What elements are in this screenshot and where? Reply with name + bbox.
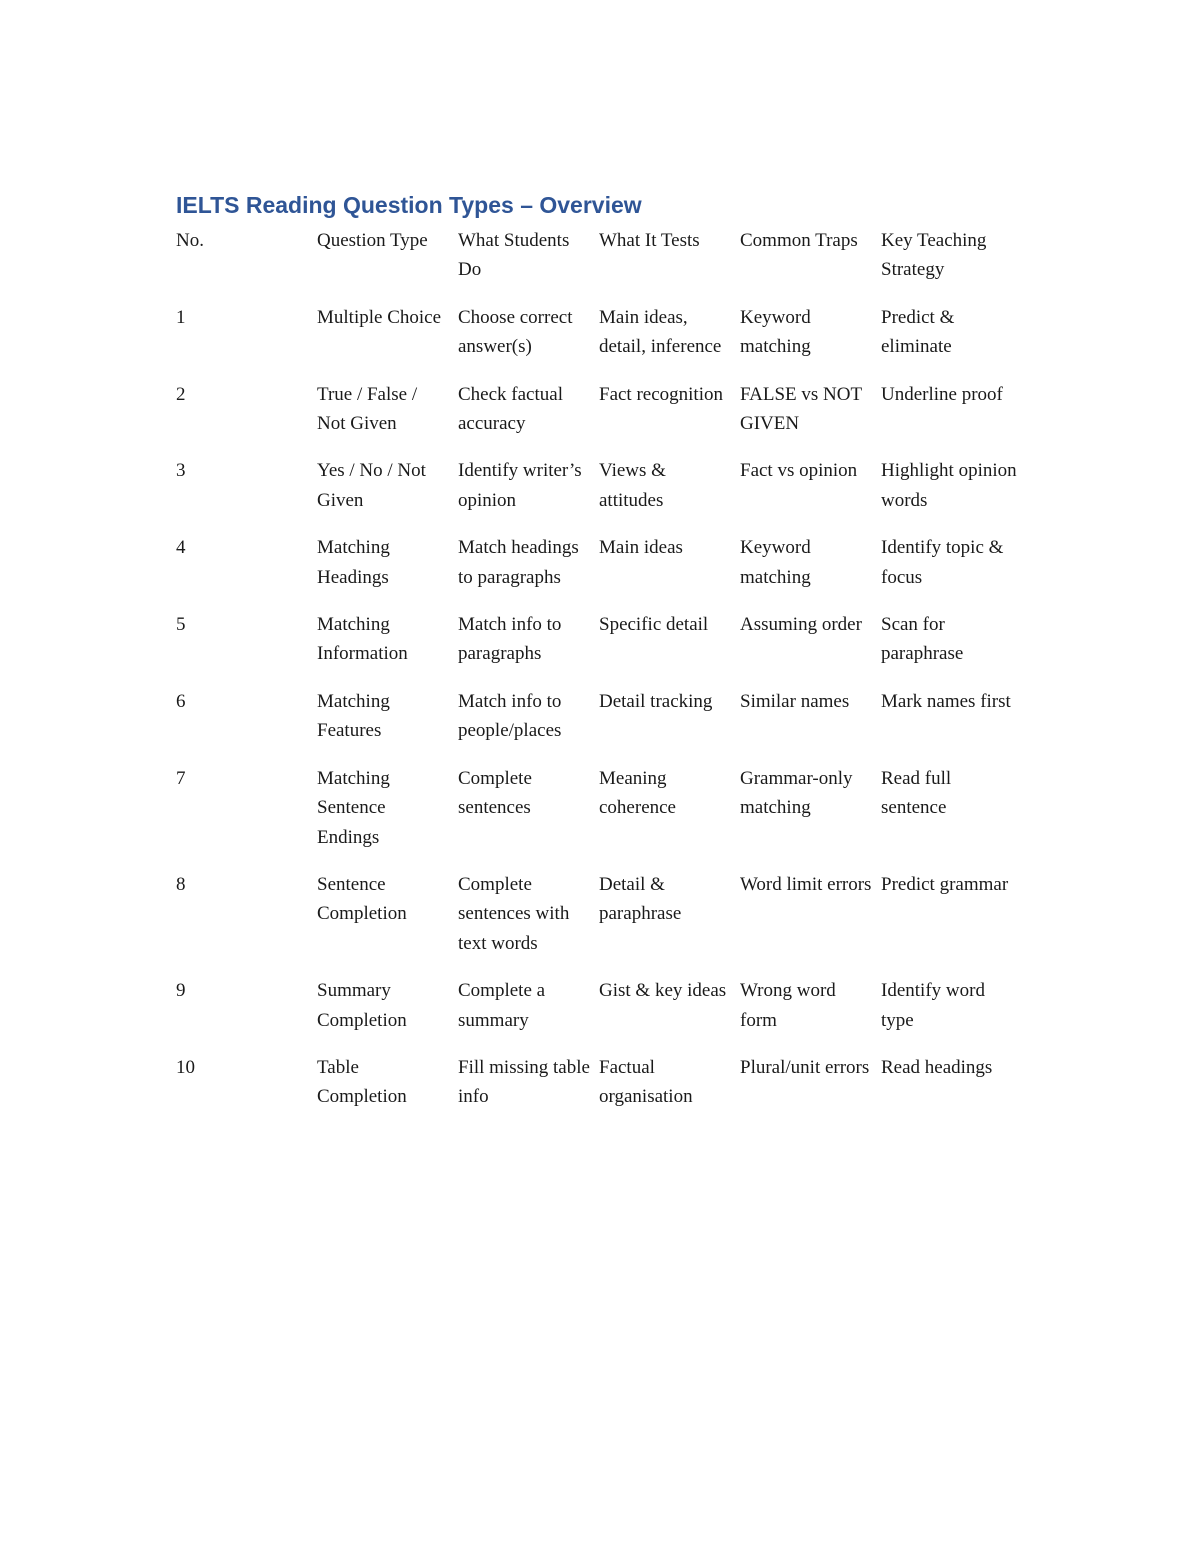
header-what-students-do: What Students Do	[458, 230, 570, 281]
cell-what-it-tests: Fact recognition	[599, 383, 723, 405]
cell-no: 10	[176, 1056, 195, 1078]
table-row	[176, 610, 1026, 687]
cell-what-it-tests: Detail tracking	[599, 690, 713, 712]
cell-what-it-tests: Main ideas	[599, 537, 683, 559]
table-row	[176, 976, 1026, 1053]
cell-what-students-do: Check factual accuracy	[458, 383, 563, 435]
cell-key-teaching-strategy: Predict grammar	[881, 873, 1009, 895]
question-types-table	[176, 226, 1026, 1112]
cell-what-it-tests: Specific detail	[599, 614, 709, 636]
cell-key-teaching-strategy: Scan for paraphrase	[881, 614, 964, 665]
cell-no: 7	[176, 767, 186, 789]
cell-common-traps: Keyword matching	[740, 537, 811, 588]
cell-what-students-do: Complete sentences with text words	[458, 873, 570, 954]
cell-no: 5	[176, 614, 186, 636]
header-no: No.	[176, 230, 204, 251]
header-what-it-tests: What It Tests	[599, 230, 700, 251]
cell-what-it-tests: Detail & paraphrase	[599, 873, 682, 925]
cell-what-students-do: Match info to people/places	[458, 690, 562, 742]
cell-common-traps: Wrong word form	[740, 980, 836, 1031]
cell-what-students-do: Match headings to paragraphs	[458, 537, 579, 588]
header-key-teaching-strategy: Key Teaching Strategy	[881, 230, 987, 281]
cell-no: 2	[176, 383, 186, 405]
cell-key-teaching-strategy: Highlight opinion words	[881, 460, 1017, 511]
table-row	[176, 380, 1026, 457]
cell-what-it-tests: Views & attitudes	[599, 460, 666, 511]
cell-key-teaching-strategy: Predict & eliminate	[881, 306, 955, 358]
cell-key-teaching-strategy: Read full sentence	[881, 767, 952, 819]
cell-question-type: True / False / Not Given	[317, 383, 418, 435]
cell-key-teaching-strategy: Read headings	[881, 1056, 993, 1078]
cell-question-type: Sentence Completion	[317, 873, 407, 925]
cell-what-students-do: Complete sentences	[458, 767, 532, 819]
table-row	[176, 870, 1026, 976]
cell-common-traps: Word limit errors	[740, 873, 872, 895]
table-row	[176, 687, 1026, 764]
cell-no: 1	[176, 306, 186, 328]
cell-common-traps: FALSE vs NOT GIVEN	[740, 383, 862, 435]
cell-what-students-do: Choose correct answer(s)	[458, 306, 573, 358]
cell-common-traps: Assuming order	[740, 614, 862, 636]
cell-question-type: Matching Headings	[317, 537, 390, 588]
cell-question-type: Matching Information	[317, 614, 408, 665]
cell-common-traps: Plural/unit errors	[740, 1056, 870, 1078]
cell-question-type: Table Completion	[317, 1056, 407, 1108]
cell-no: 6	[176, 690, 186, 712]
cell-what-students-do: Complete a summary	[458, 980, 546, 1031]
cell-no: 4	[176, 537, 186, 559]
table-row	[176, 1053, 1026, 1112]
document-title: IELTS Reading Question Types – Overview	[176, 192, 642, 218]
cell-key-teaching-strategy: Identify word type	[881, 980, 985, 1031]
cell-what-students-do: Identify writer’s opinion	[458, 460, 582, 511]
cell-question-type: Summary Completion	[317, 980, 407, 1031]
cell-no: 8	[176, 873, 186, 895]
cell-what-it-tests: Factual organisation	[599, 1056, 693, 1108]
cell-no: 9	[176, 980, 186, 1002]
table-row	[176, 303, 1026, 380]
table-row	[176, 764, 1026, 870]
cell-key-teaching-strategy: Identify topic & focus	[881, 537, 1004, 588]
cell-question-type: Matching Features	[317, 690, 390, 742]
cell-what-it-tests: Gist & key ideas	[599, 980, 727, 1002]
cell-question-type: Multiple Choice	[317, 306, 442, 328]
table-header-row	[176, 226, 1026, 303]
table-row	[176, 533, 1026, 610]
cell-question-type: Yes / No / Not Given	[317, 460, 426, 511]
table-row	[176, 456, 1026, 533]
cell-common-traps: Grammar-only matching	[740, 767, 853, 819]
cell-common-traps: Keyword matching	[740, 306, 811, 358]
cell-question-type: Matching Sentence Endings	[317, 767, 390, 848]
cell-what-students-do: Match info to paragraphs	[458, 614, 562, 665]
cell-common-traps: Fact vs opinion	[740, 460, 858, 482]
cell-what-it-tests: Main ideas, detail, inference	[599, 306, 722, 358]
cell-key-teaching-strategy: Mark names first	[881, 690, 1011, 712]
header-question-type: Question Type	[317, 230, 428, 251]
cell-what-students-do: Fill missing table info	[458, 1056, 590, 1108]
cell-no: 3	[176, 460, 186, 482]
header-common-traps: Common Traps	[740, 230, 858, 251]
cell-key-teaching-strategy: Underline proof	[881, 383, 1003, 405]
cell-what-it-tests: Meaning coherence	[599, 767, 676, 819]
cell-common-traps: Similar names	[740, 690, 850, 712]
